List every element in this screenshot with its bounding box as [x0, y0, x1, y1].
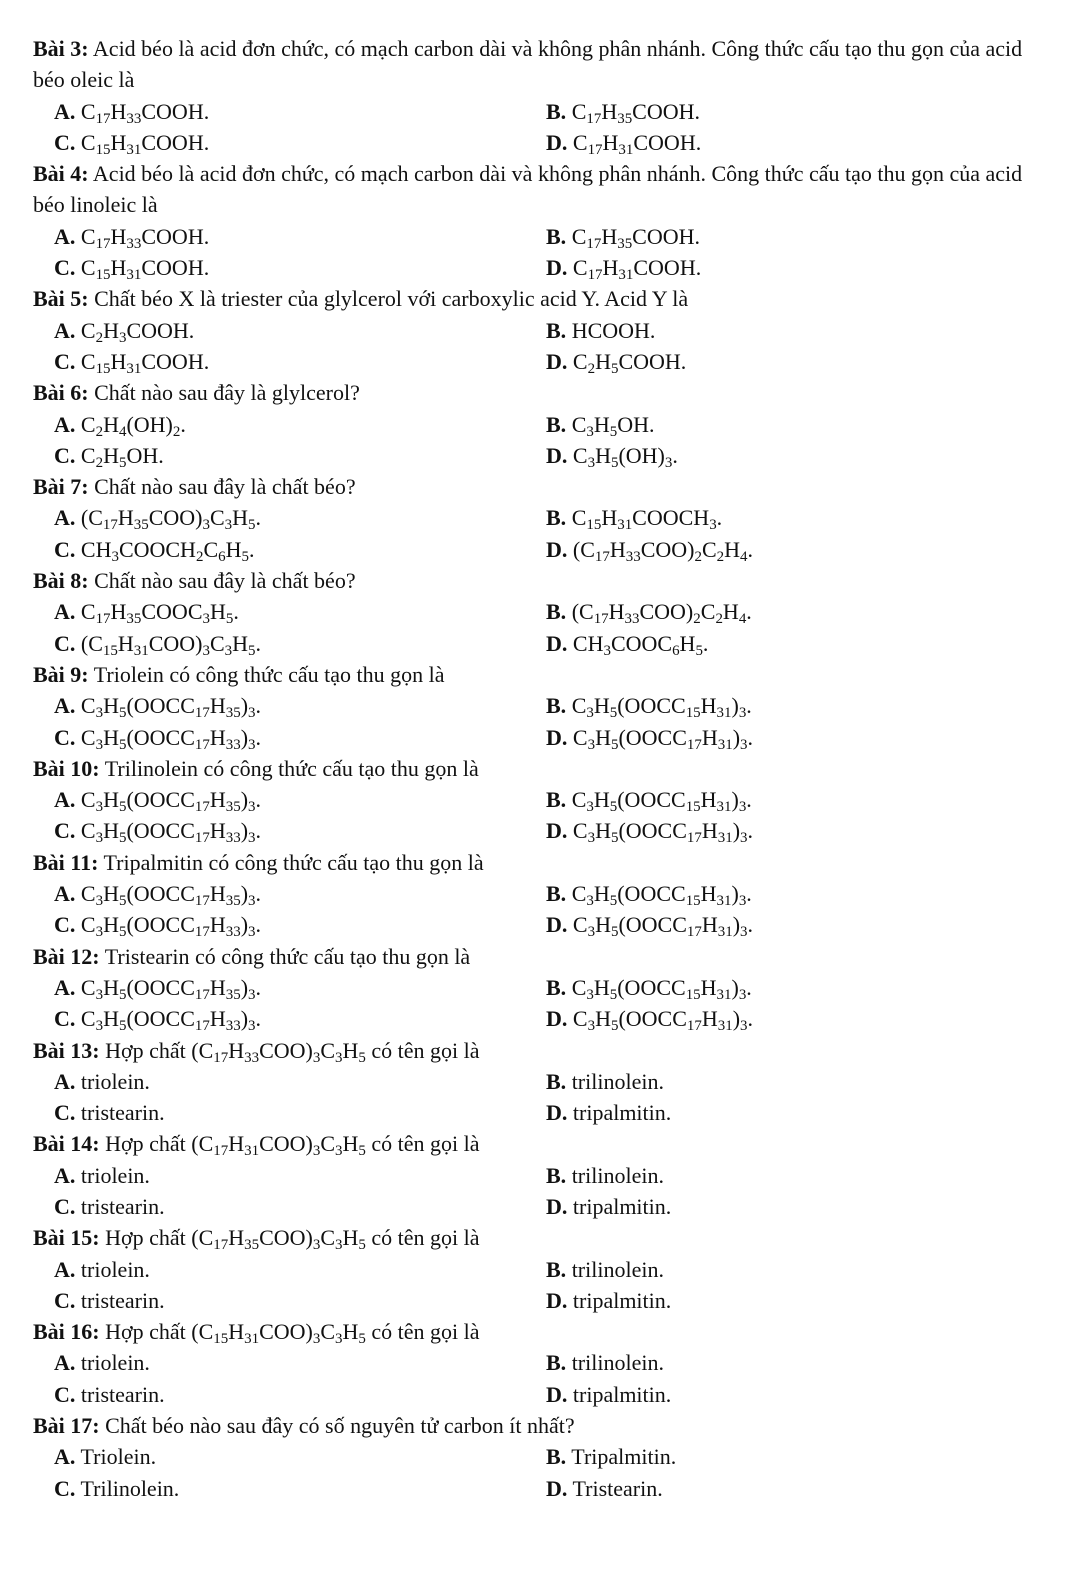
answer-option[interactable] — [54, 127, 546, 158]
answer-options — [33, 972, 1038, 1035]
option-letter: C. — [54, 1381, 76, 1407]
answer-option[interactable] — [54, 972, 546, 1003]
option-letter: B. — [546, 98, 567, 124]
question-text: Acid béo là acid đơn chức, có mạch carbon dài và không phân nhánh. Công thức cấu tạo thu gọn của acid béo linoleic là — [33, 161, 1023, 218]
option-letter: A. — [54, 881, 76, 907]
option-text: $C_3H_5(OOCC_{17}H_{35})_3$. — [75, 881, 261, 910]
answer-option[interactable] — [546, 1191, 1038, 1222]
answer-options — [33, 1441, 1038, 1504]
question-number: Bài 9: — [33, 661, 89, 687]
question-stem — [33, 1316, 1038, 1347]
option-letter: C. — [54, 818, 76, 844]
option-text: $C_3H_5(OOCC_{17}H_{35})_3$. — [75, 974, 261, 1004]
answer-option[interactable] — [54, 815, 546, 846]
question — [33, 1410, 1038, 1504]
answer-options — [33, 1066, 1038, 1129]
question — [33, 1128, 1038, 1222]
option-text: $C_{17}H_{35}COOH$. — [566, 223, 701, 252]
answer-options — [33, 1254, 1038, 1317]
answer-option[interactable] — [546, 909, 1038, 940]
option-letter: D. — [546, 255, 568, 281]
answer-option[interactable] — [54, 1254, 546, 1285]
answer-option[interactable] — [54, 346, 546, 377]
option-text: $C_3H_5(OH)_3$. — [567, 442, 678, 472]
option-text: trilinolein. — [566, 1162, 664, 1188]
option-text: $C_{15}H_{31}COOH$. — [75, 348, 210, 378]
option-text: triolein. — [75, 1162, 150, 1188]
option-letter: A. — [54, 1256, 76, 1282]
answer-options — [33, 1347, 1038, 1410]
question-text: Hợp chất $(C_{17}H_{31}COO)_3C_3H_5$ có tên gọi là — [99, 1131, 480, 1160]
answer-option[interactable] — [54, 315, 546, 346]
option-text: triolein. — [75, 1350, 150, 1376]
question — [33, 1222, 1038, 1316]
answer-option[interactable] — [546, 440, 1038, 471]
option-letter: C. — [54, 1475, 76, 1501]
option-text: $C_2H_5COOH$. — [567, 348, 687, 378]
question — [33, 33, 1038, 158]
answer-option[interactable] — [546, 221, 1038, 252]
answer-option[interactable] — [546, 815, 1038, 846]
question-text: Chất nào sau đây là chất béo? — [88, 474, 356, 500]
option-letter: D. — [546, 442, 568, 468]
option-text: tristearin. — [75, 1193, 165, 1219]
question-stem — [33, 659, 1038, 690]
answer-options — [33, 502, 1038, 565]
answer-option[interactable] — [546, 1254, 1038, 1285]
option-letter: D. — [546, 1193, 568, 1219]
option-text: Tripalmitin. — [566, 1444, 677, 1470]
question-stem — [33, 1410, 1038, 1441]
option-text: $C_3H_5(OOCC_{15}H_{31})_3$. — [566, 974, 752, 1004]
option-text: tripalmitin. — [567, 1100, 672, 1126]
answer-options — [33, 784, 1038, 847]
option-letter: C. — [54, 536, 76, 562]
option-text: Tristearin. — [567, 1475, 663, 1501]
answer-option[interactable] — [546, 1160, 1038, 1191]
question-text: Hợp chất $(C_{17}H_{33}COO)_3C_3H_5$ có tên gọi là — [99, 1037, 480, 1066]
question-number: Bài 13: — [33, 1037, 100, 1063]
answer-option[interactable] — [54, 628, 546, 659]
option-letter: D. — [546, 1381, 568, 1407]
option-text: $C_{15}H_{31}COOH$. — [75, 255, 210, 284]
option-text: $C_3H_5(OOCC_{17}H_{31})_3$. — [567, 912, 753, 941]
question-list — [33, 33, 1038, 1504]
question-text: Triolein có công thức cấu tạo thu gọn là — [88, 661, 445, 687]
answer-options — [33, 690, 1038, 753]
question — [33, 1035, 1038, 1129]
answer-option[interactable] — [54, 1379, 546, 1410]
option-letter: D. — [546, 630, 568, 656]
option-text: $C_3H_5(OOCC_{17}H_{31})_3$. — [567, 724, 753, 753]
option-letter: A. — [54, 1162, 76, 1188]
option-letter: C. — [54, 348, 76, 374]
option-text: $C_2H_4(OH)_2$. — [75, 411, 186, 440]
option-letter: B. — [546, 1256, 567, 1282]
option-text: $C_{17}H_{31}COOH$. — [567, 255, 702, 284]
question — [33, 753, 1038, 847]
option-text: $C_3H_5(OOCC_{17}H_{35})_3$. — [75, 693, 261, 722]
option-letter: D. — [546, 129, 568, 155]
option-text: $C_3H_5(OOCC_{17}H_{31})_3$. — [567, 818, 753, 847]
option-text: tristearin. — [75, 1100, 165, 1126]
question-text: Trilinolein có công thức cấu tạo thu gọn là — [99, 755, 479, 781]
option-letter: C. — [54, 1193, 76, 1219]
option-letter: D. — [546, 1100, 568, 1126]
option-letter: A. — [54, 1444, 76, 1470]
question-stem — [33, 753, 1038, 784]
question-number: Bài 15: — [33, 1225, 100, 1251]
option-letter: B. — [546, 1350, 567, 1376]
answer-option[interactable] — [54, 784, 546, 815]
answer-option[interactable] — [54, 1003, 546, 1034]
option-text: trilinolein. — [566, 1068, 664, 1094]
question — [33, 283, 1038, 377]
option-text: $C_{17}H_{35}COOC_3H_5$. — [75, 599, 239, 628]
question-text: Acid béo là acid đơn chức, có mạch carbon dài và không phân nhánh. Công thức cấu tạo thu gọn của acid béo oleic là — [33, 36, 1023, 93]
answer-option[interactable] — [54, 1441, 546, 1472]
question-number: Bài 10: — [33, 755, 100, 781]
option-text: $C_2H_5OH$. — [75, 442, 164, 472]
question-stem — [33, 1128, 1038, 1159]
answer-option[interactable] — [54, 878, 546, 909]
question-text: Tripalmitin có công thức cấu tạo thu gọn là — [98, 849, 484, 875]
question-stem — [33, 377, 1038, 408]
option-letter: B. — [546, 1068, 567, 1094]
answer-option[interactable] — [546, 1473, 1038, 1504]
question-text: Hợp chất $(C_{15}H_{31}COO)_3C_3H_5$ có tên gọi là — [99, 1319, 480, 1348]
option-letter: B. — [546, 881, 567, 907]
option-letter: B. — [546, 599, 567, 625]
answer-option[interactable] — [54, 909, 546, 940]
option-letter: A. — [54, 411, 76, 437]
question-stem — [33, 847, 1038, 878]
answer-option[interactable] — [54, 502, 546, 533]
question-number: Bài 7: — [33, 474, 89, 500]
option-text: $C_3H_5(OOCC_{17}H_{35})_3$. — [75, 787, 261, 816]
option-text: $(C_{17}H_{33}COO)_2C_2H_4$. — [567, 536, 753, 565]
answer-option[interactable] — [54, 1347, 546, 1378]
answer-option[interactable] — [546, 534, 1038, 565]
option-text: tristearin. — [75, 1381, 165, 1407]
option-letter: D. — [546, 1475, 568, 1501]
option-letter: B. — [546, 411, 567, 437]
option-letter: C. — [54, 630, 76, 656]
option-text: $C_{17}H_{33}COOH$. — [75, 223, 210, 252]
option-text: HCOOH. — [566, 317, 656, 343]
option-text: $(C_{17}H_{35}COO)_3C_3H_5$. — [75, 505, 261, 534]
option-text: tristearin. — [75, 1287, 165, 1313]
option-text: $C_3H_5(OOCC_{15}H_{31})_3$. — [566, 787, 752, 816]
option-text: tripalmitin. — [567, 1287, 672, 1313]
question-stem — [33, 283, 1038, 314]
question-text: Chất béo X là triester của glylcerol với carboxylic acid Y. Acid Y là — [88, 286, 689, 312]
option-text: tripalmitin. — [567, 1381, 672, 1407]
option-letter: C. — [54, 1006, 76, 1032]
answer-option[interactable] — [546, 1285, 1038, 1316]
question — [33, 941, 1038, 1035]
option-text: $C_3H_5(OOCC_{17}H_{33})_3$. — [75, 1006, 261, 1035]
option-text: $C_{17}H_{31}COOH$. — [567, 129, 702, 159]
answer-option[interactable] — [54, 1066, 546, 1097]
question-text: Tristearin có công thức cấu tạo thu gọn là — [99, 943, 471, 969]
option-text: $C_3H_5(OOCC_{15}H_{31})_3$. — [566, 693, 752, 722]
question-number: Bài 16: — [33, 1319, 100, 1345]
answer-option[interactable] — [54, 221, 546, 252]
answer-option[interactable] — [546, 1379, 1038, 1410]
option-text: $C_{17}H_{35}COOH$. — [566, 98, 701, 127]
answer-option[interactable] — [546, 722, 1038, 753]
answer-options — [33, 221, 1038, 284]
option-letter: D. — [546, 1006, 568, 1032]
answer-option[interactable] — [546, 690, 1038, 721]
option-text: $C_3H_5(OOCC_{17}H_{33})_3$. — [75, 724, 261, 753]
option-letter: A. — [54, 693, 76, 719]
answer-options — [33, 315, 1038, 378]
answer-option[interactable] — [546, 1003, 1038, 1034]
option-letter: D. — [546, 536, 568, 562]
answer-option[interactable] — [546, 972, 1038, 1003]
option-text: $(C_{15}H_{31}COO)_3C_3H_5$. — [75, 630, 261, 659]
option-letter: B. — [546, 974, 567, 1000]
question-stem — [33, 1222, 1038, 1253]
question-stem — [33, 33, 1038, 96]
answer-option[interactable] — [546, 252, 1038, 283]
answer-option[interactable] — [546, 409, 1038, 440]
answer-options — [33, 596, 1038, 659]
option-letter: C. — [54, 1287, 76, 1313]
question — [33, 158, 1038, 283]
option-text: $C_3H_5OH$. — [566, 411, 655, 440]
question-number: Bài 5: — [33, 286, 89, 312]
option-text: $C_2H_3COOH$. — [75, 317, 195, 346]
question-text: Chất nào sau đây là chất béo? — [88, 568, 356, 594]
question-stem — [33, 471, 1038, 502]
option-letter: A. — [54, 599, 76, 625]
option-letter: A. — [54, 974, 76, 1000]
question — [33, 1316, 1038, 1410]
option-letter: B. — [546, 505, 567, 531]
answer-option[interactable] — [546, 1347, 1038, 1378]
answer-options — [33, 1160, 1038, 1223]
question-number: Bài 14: — [33, 1131, 100, 1157]
answer-option[interactable] — [546, 502, 1038, 533]
question-stem — [33, 941, 1038, 972]
option-letter: C. — [54, 442, 76, 468]
question-number: Bài 8: — [33, 568, 89, 594]
answer-option[interactable] — [546, 127, 1038, 158]
option-letter: B. — [546, 787, 567, 813]
option-letter: C. — [54, 1100, 76, 1126]
option-letter: D. — [546, 818, 568, 844]
option-letter: A. — [54, 317, 76, 343]
answer-option[interactable] — [54, 409, 546, 440]
answer-option[interactable] — [546, 628, 1038, 659]
question — [33, 659, 1038, 753]
question — [33, 471, 1038, 565]
answer-option[interactable] — [546, 1097, 1038, 1128]
question-stem — [33, 565, 1038, 596]
option-letter: B. — [546, 1444, 567, 1470]
option-letter: A. — [54, 1350, 76, 1376]
answer-option[interactable] — [54, 96, 546, 127]
option-text: $C_3H_5(OOCC_{15}H_{31})_3$. — [566, 881, 752, 910]
question — [33, 377, 1038, 471]
answer-option[interactable] — [546, 784, 1038, 815]
option-text: Trilinolein. — [75, 1475, 180, 1501]
answer-option[interactable] — [546, 1441, 1038, 1472]
option-letter: C. — [54, 724, 76, 750]
answer-options — [33, 409, 1038, 472]
answer-option[interactable] — [54, 722, 546, 753]
question-number: Bài 17: — [33, 1413, 100, 1439]
answer-option[interactable] — [54, 1160, 546, 1191]
question-stem — [33, 1035, 1038, 1066]
option-text: $CH_3COOCH_2C_6H_5$. — [75, 536, 255, 565]
option-letter: D. — [546, 1287, 568, 1313]
question-text: Hợp chất $(C_{17}H_{35}COO)_3C_3H_5$ có tên gọi là — [99, 1225, 480, 1254]
answer-options — [33, 96, 1038, 159]
option-text: $C_3H_5(OOCC_{17}H_{33})_3$. — [75, 818, 261, 847]
answer-option[interactable] — [54, 1097, 546, 1128]
question — [33, 847, 1038, 941]
question-text: Chất béo nào sau đây có số nguyên tử carbon ít nhất? — [99, 1413, 575, 1439]
option-letter: B. — [546, 693, 567, 719]
question — [33, 565, 1038, 659]
answer-option[interactable] — [54, 1191, 546, 1222]
option-letter: A. — [54, 505, 76, 531]
answer-option[interactable] — [546, 1066, 1038, 1097]
answer-option[interactable] — [546, 315, 1038, 346]
option-letter: D. — [546, 912, 568, 938]
option-text: tripalmitin. — [567, 1193, 672, 1219]
option-letter: A. — [54, 223, 76, 249]
option-letter: B. — [546, 317, 567, 343]
answer-option[interactable] — [54, 440, 546, 471]
answer-option[interactable] — [546, 346, 1038, 377]
answer-option[interactable] — [546, 878, 1038, 909]
option-text: $C_{17}H_{33}COOH$. — [75, 98, 210, 127]
option-letter: A. — [54, 98, 76, 124]
option-letter: A. — [54, 787, 76, 813]
answer-option[interactable] — [54, 534, 546, 565]
option-text: triolein. — [75, 1256, 150, 1282]
option-letter: D. — [546, 348, 568, 374]
option-letter: C. — [54, 255, 76, 281]
option-text: Triolein. — [75, 1444, 157, 1470]
question-number: Bài 11: — [33, 849, 99, 875]
answer-option[interactable] — [54, 252, 546, 283]
answer-option[interactable] — [54, 1285, 546, 1316]
answer-option[interactable] — [546, 96, 1038, 127]
option-text: $C_{15}H_{31}COOCH_3$. — [566, 505, 723, 534]
option-letter: D. — [546, 724, 568, 750]
answer-option[interactable] — [54, 596, 546, 627]
question-number: Bài 12: — [33, 943, 100, 969]
option-letter: C. — [54, 129, 76, 155]
option-text: $(C_{17}H_{33}COO)_2C_2H_4$. — [566, 599, 752, 628]
option-text: $C_3H_5(OOCC_{17}H_{31})_3$. — [567, 1006, 753, 1035]
option-letter: C. — [54, 912, 76, 938]
option-text: triolein. — [75, 1068, 150, 1094]
question-number: Bài 6: — [33, 380, 89, 406]
option-text: $C_3H_5(OOCC_{17}H_{33})_3$. — [75, 912, 261, 941]
answer-option[interactable] — [546, 596, 1038, 627]
question-number: Bài 4: — [33, 161, 89, 187]
option-letter: A. — [54, 1068, 76, 1094]
option-letter: B. — [546, 223, 567, 249]
option-text: $CH_3COOC_6H_5$. — [567, 630, 709, 659]
option-text: trilinolein. — [566, 1350, 664, 1376]
option-text: trilinolein. — [566, 1256, 664, 1282]
answer-option[interactable] — [54, 690, 546, 721]
question-stem — [33, 158, 1038, 221]
question-text: Chất nào sau đây là glylcerol? — [88, 380, 360, 406]
answer-options — [33, 878, 1038, 941]
answer-option[interactable] — [54, 1473, 546, 1504]
option-letter: B. — [546, 1162, 567, 1188]
question-number: Bài 3: — [33, 36, 89, 61]
option-text: $C_{15}H_{31}COOH$. — [75, 129, 210, 159]
